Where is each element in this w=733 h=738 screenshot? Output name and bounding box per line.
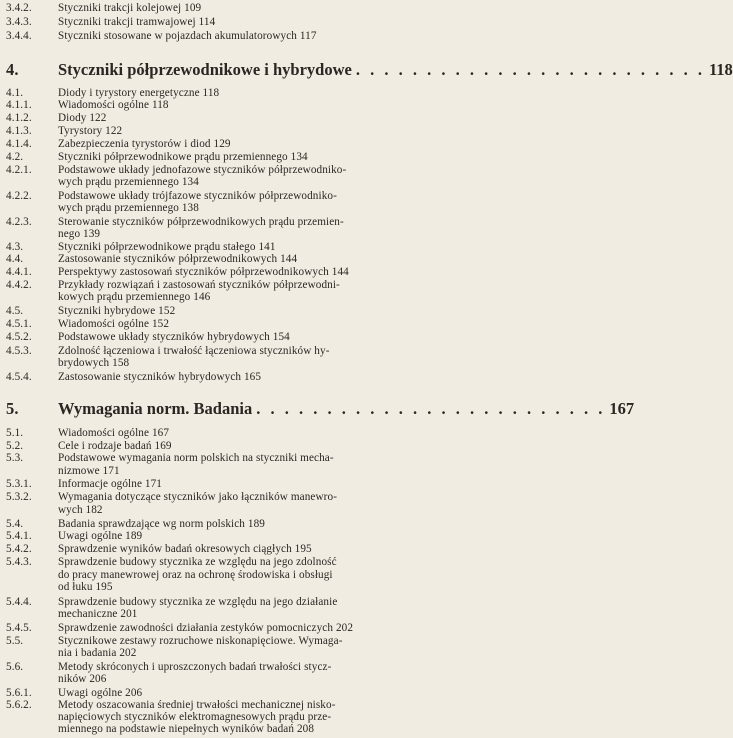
- entry-number: 4.2.1.: [6, 164, 32, 176]
- entry-text: wych prądu przemiennego 134: [58, 176, 199, 188]
- entry-text: Metody skróconych i uproszczonych badań trwałości stycz-: [58, 661, 332, 673]
- toc-entry: [6, 306, 478, 318]
- entry-number: 4.5.4.: [6, 371, 32, 383]
- entry-text: Diody 122: [58, 112, 107, 124]
- entry-number: 4.2.: [6, 151, 24, 163]
- entry-text: Styczniki trakcji tramwajowej 114: [58, 16, 216, 28]
- toc-entry: [6, 31, 478, 43]
- entry-text: Wymagania dotyczące styczników jako łączników manewro-: [58, 491, 338, 503]
- entry-number: [6, 582, 58, 594]
- toc-entry: [6, 453, 478, 465]
- entry-number: 4.4.2.: [6, 279, 32, 291]
- entry-number: [6, 292, 58, 304]
- toc-entry: [6, 662, 478, 674]
- entry-text: Badania sprawdzające wg norm polskich 189: [58, 518, 265, 530]
- entry-text: od łuku 195: [58, 581, 113, 593]
- toc-entry-cont: [6, 570, 478, 582]
- entry-text: nego 139: [58, 228, 101, 240]
- entry-text: Sterowanie styczników półprzewodnikowych prądu przemien-: [58, 216, 344, 228]
- entry-text: do pracy manewrowej oraz na ochronę środowiska i obsługi: [58, 569, 333, 581]
- entry-text: Uwagi ogólne 206: [58, 687, 143, 699]
- chapter-title: Wymagania norm. Badania: [58, 399, 253, 418]
- chapter-page: 167: [609, 399, 635, 418]
- entry-number: [6, 712, 58, 724]
- toc-entry: [6, 139, 478, 151]
- entry-text: Diody i tyrystory energetyczne 118: [58, 87, 220, 99]
- entry-text: Uwagi ogólne 189: [58, 530, 143, 542]
- chapter-page: 118: [708, 60, 733, 79]
- entry-text: Zdolność łączeniowa i trwałość łączeniowa styczników hy-: [58, 345, 330, 357]
- entry-text: Metody oszacowania średniej trwałości mechanicznej nisko-: [58, 699, 336, 711]
- entry-number: 5.4.5.: [6, 622, 32, 634]
- toc-entry: [6, 165, 478, 177]
- entry-number: 5.4.1.: [6, 530, 32, 542]
- entry-number: [6, 229, 58, 241]
- toc-entry-cont: [6, 292, 478, 304]
- toc-entry-cont: [6, 724, 478, 736]
- entry-number: 4.2.2.: [6, 190, 32, 202]
- toc-entry-cont: [6, 674, 478, 686]
- leader-dots: . . . . . . . . . . . . . . . . . . . . . . . . .: [355, 60, 705, 79]
- entry-text: Podstawowe wymagania norm polskich na styczniki mecha-: [58, 452, 334, 464]
- entry-text: Sprawdzenie budowy stycznika ze względu na jego działanie: [58, 596, 338, 608]
- entry-text: Wiadomości ogólne 167: [58, 427, 170, 439]
- chapter-heading: [6, 399, 635, 419]
- entry-number: 4.5.3.: [6, 345, 32, 357]
- toc-entry: [6, 372, 478, 384]
- entry-number: 5.6.2.: [6, 699, 32, 711]
- entry-number: 4.1.: [6, 87, 24, 99]
- toc-entry-cont: [6, 505, 478, 517]
- entry-number: [6, 609, 58, 621]
- leader-dots: . . . . . . . . . . . . . . . . . . . . . . . . .: [256, 399, 606, 418]
- entry-number: [6, 570, 58, 582]
- entry-number: 4.5.1.: [6, 318, 32, 330]
- entry-number: 5.4.: [6, 518, 24, 530]
- entry-text: Podstawowe układy styczników hybrydowych 154: [58, 331, 290, 343]
- toc-entry-cont: [6, 466, 478, 478]
- toc-entry: [6, 17, 478, 29]
- toc-entry: [6, 319, 478, 331]
- entry-text: napięciowych styczników elektromagnesowych prądu prze-: [58, 711, 332, 723]
- entry-number: 5.4.3.: [6, 556, 32, 568]
- toc-entry: [6, 254, 478, 266]
- toc-entry: [6, 428, 478, 440]
- toc-entry: [6, 152, 478, 164]
- chapter-number: 4.: [6, 60, 19, 79]
- entry-text: Zastosowanie styczników hybrydowych 165: [58, 371, 262, 383]
- entry-text: nia i badania 202: [58, 647, 137, 659]
- entry-text: Sprawdzenie budowy stycznika ze względu na jego zdolność: [58, 556, 337, 568]
- entry-text: mechaniczne 201: [58, 608, 138, 620]
- entry-number: 5.2.: [6, 440, 24, 452]
- entry-number: 5.4.2.: [6, 543, 32, 555]
- toc-entry: [6, 688, 478, 700]
- entry-text: Sprawdzenie wyników badań okresowych ciągłych 195: [58, 543, 312, 555]
- entry-number: 3.4.4.: [6, 30, 32, 42]
- toc-entry: [6, 479, 478, 491]
- entry-text: Zabezpieczenia tyrystorów i diod 129: [58, 138, 231, 150]
- chapter-heading: [6, 60, 733, 80]
- entry-number: 4.1.3.: [6, 125, 32, 137]
- chapter-number: 5.: [6, 399, 19, 418]
- toc-entry: [6, 544, 478, 556]
- entry-text: miennego na podstawie niepełnych wyników badań 208: [58, 723, 315, 735]
- entry-number: [6, 358, 58, 370]
- toc-entry-cont: [6, 712, 478, 724]
- entry-text: Stycznikowe zestawy rozruchowe niskonapięciowe. Wymaga-: [58, 635, 343, 647]
- entry-text: Tyrystory 122: [58, 125, 123, 137]
- entry-text: Styczniki półprzewodnikowe prądu przemiennego 134: [58, 151, 308, 163]
- entry-text: Informacje ogólne 171: [58, 478, 162, 490]
- entry-number: 4.4.1.: [6, 266, 32, 278]
- toc-entry: [6, 217, 478, 229]
- toc-entry: [6, 280, 478, 292]
- entry-text: Styczniki półprzewodnikowe prądu stałego 141: [58, 241, 276, 253]
- entry-number: [6, 466, 58, 478]
- toc-entry: [6, 191, 478, 203]
- toc-entry: [6, 100, 478, 112]
- entry-text: Podstawowe układy jednofazowe styczników półprzewodniko-: [58, 164, 347, 176]
- toc-entry-cont: [6, 609, 478, 621]
- entry-number: [6, 674, 58, 686]
- entry-text: brydowych 158: [58, 357, 130, 369]
- entry-text: Styczniki hybrydowe 152: [58, 305, 176, 317]
- entry-text: Zastosowanie styczników półprzewodnikowych 144: [58, 253, 298, 265]
- chapter-title: Styczniki półprzewodnikowe i hybrydowe: [58, 60, 352, 79]
- toc-entry: [6, 623, 478, 635]
- toc-entry-cont: [6, 582, 478, 594]
- toc-entry: [6, 113, 478, 125]
- entry-number: 4.5.: [6, 305, 24, 317]
- entry-text: Perspektywy zastosowań styczników półprzewodnikowych 144: [58, 266, 349, 278]
- entry-number: [6, 505, 58, 517]
- entry-text: Podstawowe układy trójfazowe styczników półprzewodniko-: [58, 190, 337, 202]
- toc-entry: [6, 126, 478, 138]
- toc-entry: [6, 492, 478, 504]
- entry-number: 5.3.: [6, 452, 24, 464]
- entry-text: ników 206: [58, 673, 107, 685]
- toc-entry: [6, 346, 478, 358]
- toc-entry: [6, 242, 478, 254]
- entry-number: 4.2.3.: [6, 216, 32, 228]
- entry-number: [6, 724, 58, 736]
- entry-text: Wiadomości ogólne 152: [58, 318, 170, 330]
- toc-entry: [6, 557, 478, 569]
- toc-entry-cont: [6, 203, 478, 215]
- toc-entry: [6, 332, 478, 344]
- entry-number: 5.3.2.: [6, 491, 32, 503]
- entry-text: Cele i rodzaje badań 169: [58, 440, 172, 452]
- entry-text: kowych prądu przemiennego 146: [58, 291, 211, 303]
- entry-number: 5.5.: [6, 635, 24, 647]
- toc-entry-cont: [6, 358, 478, 370]
- toc-entry: [6, 441, 478, 453]
- entry-number: 5.3.1.: [6, 478, 32, 490]
- entry-text: Przykłady rozwiązań i zastosowań styczników półprzewodni-: [58, 279, 340, 291]
- toc-entry-cont: [6, 229, 478, 241]
- toc-entry: [6, 531, 478, 543]
- toc-entry: [6, 597, 478, 609]
- entry-number: 4.1.1.: [6, 99, 32, 111]
- entry-text: Sprawdzenie zawodności działania zestyków pomocniczych 202: [58, 622, 354, 634]
- toc-entry: [6, 636, 478, 648]
- toc-entry: [6, 519, 478, 531]
- entry-number: 3.4.3.: [6, 16, 32, 28]
- entry-text: wych 182: [58, 504, 103, 516]
- entry-number: 4.1.2.: [6, 112, 32, 124]
- entry-number: [6, 203, 58, 215]
- entry-number: 4.5.2.: [6, 331, 32, 343]
- entry-text: Styczniki trakcji kolejowej 109: [58, 2, 202, 14]
- toc-entry: [6, 267, 478, 279]
- entry-number: 4.4.: [6, 253, 24, 265]
- entry-text: Styczniki stosowane w pojazdach akumulatorowych 117: [58, 30, 317, 42]
- entry-number: 5.6.: [6, 661, 24, 673]
- toc-entry-cont: [6, 177, 478, 189]
- toc-entry-cont: [6, 648, 478, 660]
- entry-number: [6, 648, 58, 660]
- entry-number: 3.4.2.: [6, 2, 32, 14]
- entry-text: nizmowe 171: [58, 465, 120, 477]
- entry-number: 5.4.4.: [6, 596, 32, 608]
- entry-number: 5.6.1.: [6, 687, 32, 699]
- entry-number: 4.1.4.: [6, 138, 32, 150]
- toc-entry: [6, 700, 478, 712]
- toc-entry: [6, 88, 478, 100]
- toc-entry: [6, 3, 478, 15]
- entry-text: wych prądu przemiennego 138: [58, 202, 199, 214]
- entry-number: 4.3.: [6, 241, 24, 253]
- entry-number: [6, 177, 58, 189]
- entry-number: 5.1.: [6, 427, 24, 439]
- entry-text: Wiadomości ogólne 118: [58, 99, 169, 111]
